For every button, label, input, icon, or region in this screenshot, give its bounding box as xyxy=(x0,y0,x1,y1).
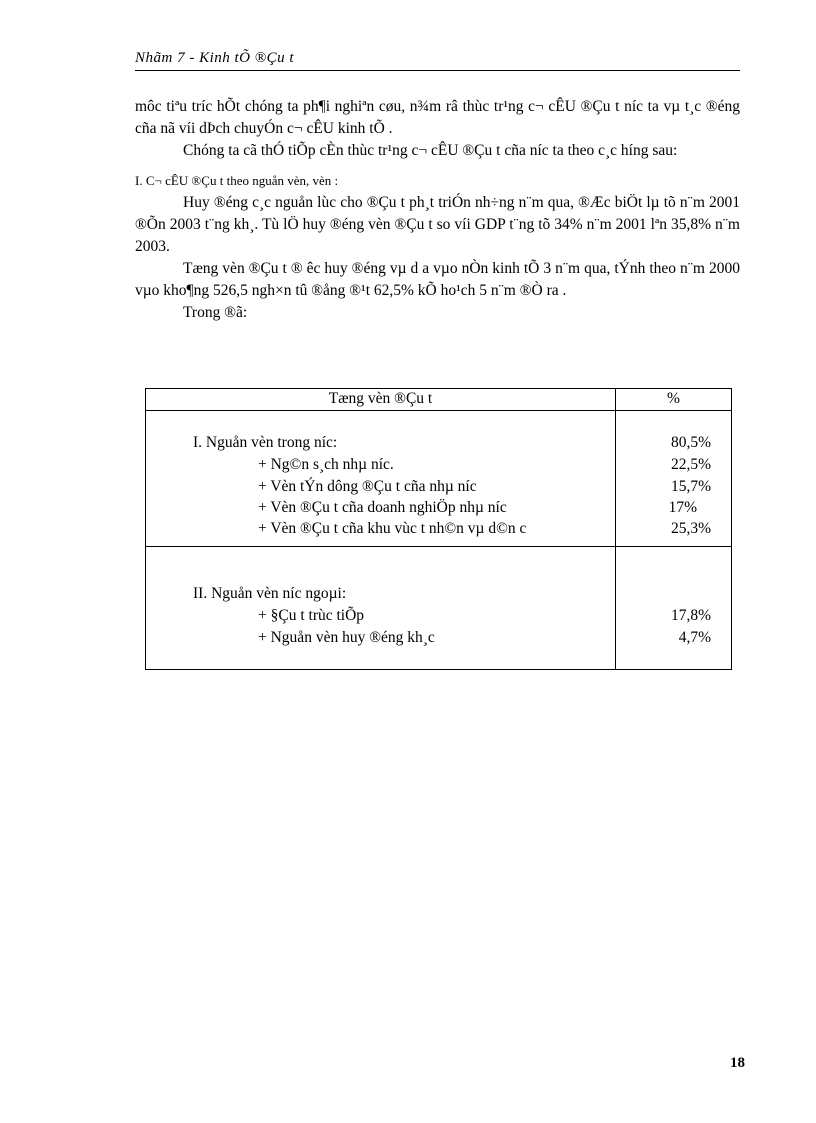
table-column-divider xyxy=(615,389,616,669)
paragraph-mobilization: Huy ®éng c¸c nguån lùc cho ®Çu t ph¸t triÓn nh÷ng n¨m qua, ®Æc biÖt lµ tõ n¨m 2001 ®Õn 2003 t¨ng kh¸. Tù lÖ huy ®éng vèn ®Çu t so víi GDP t¨ng tõ 34% n¨m 2001 lªn 35,8% n¨m 2003. xyxy=(135,194,740,255)
capital-table xyxy=(145,388,732,670)
group1-value: 80,5% xyxy=(670,434,711,451)
table-row-label: + §Çu t trùc tiÕp xyxy=(258,607,365,624)
table-section-divider xyxy=(146,546,731,547)
table-row-value: 17,8% xyxy=(670,607,711,624)
section-heading: I. C¬ cÊU ®Çu t theo nguån vèn, vèn : xyxy=(135,173,339,188)
document-body xyxy=(135,96,740,324)
table-row-value: 25,3% xyxy=(670,520,711,537)
table-row-label: + Vèn tÝn dông ®Çu t cña nhµ níc xyxy=(258,478,477,495)
table-row-value: 22,5% xyxy=(670,456,711,473)
header-title: Nhãm 7 - Kinh tÕ ®Çu t xyxy=(135,50,295,66)
page-number: 18 xyxy=(730,1055,745,1071)
table-header-label: Tæng vèn ®Çu t xyxy=(328,390,433,407)
table-header-value: % xyxy=(667,390,680,407)
table-row-label: + Vèn ®Çu t cña khu vùc t nh©n vµ d©n c xyxy=(258,520,527,537)
table-row-label: + Ng©n s¸ch nhµ níc. xyxy=(258,456,394,473)
table-row-value: 15,7% xyxy=(670,478,711,495)
paragraph-approach: Chóng ta cã thÓ tiÕp cÈn thùc tr¹ng c¬ cÊU ®Çu t cña níc ta theo c¸c híng sau: xyxy=(183,142,678,159)
paragraph-in-which: Trong ®ã: xyxy=(183,304,248,321)
table-row-value: 4,7% xyxy=(678,629,711,646)
group2-label: II. Nguån vèn níc ngoµi: xyxy=(193,585,347,602)
table-row-value: 17% xyxy=(668,499,697,516)
group1-label: I. Nguån vèn trong níc: xyxy=(193,434,338,451)
paragraph-total-capital: Tæng vèn ®Çu t ® êc huy ®éng vµ d a vµo nÒn kinh tÕ 3 n¨m qua, tÝnh theo n¨m 2000 vµo kho¶ng 526,5 ngh×n tû ®ång ®¹t 62,5% kÕ ho¹ch 5 n¨m ®Ò ra . xyxy=(135,260,740,299)
paragraph-intro: môc tiªu tríc hÕt chóng ta ph¶i nghiªn cøu, n¾m râ thùc tr¹ng c¬ cÊU ®Çu t níc ta vµ t¸c ®éng cña nã víi dÞch chuyÓn c¬ cÊU kinh tÕ . xyxy=(135,98,740,137)
page-header xyxy=(135,50,740,71)
table-row-label: + Vèn ®Çu t cña doanh nghiÖp nhµ níc xyxy=(258,499,507,516)
table-row-label: + Nguån vèn huy ®éng kh¸c xyxy=(258,629,435,646)
